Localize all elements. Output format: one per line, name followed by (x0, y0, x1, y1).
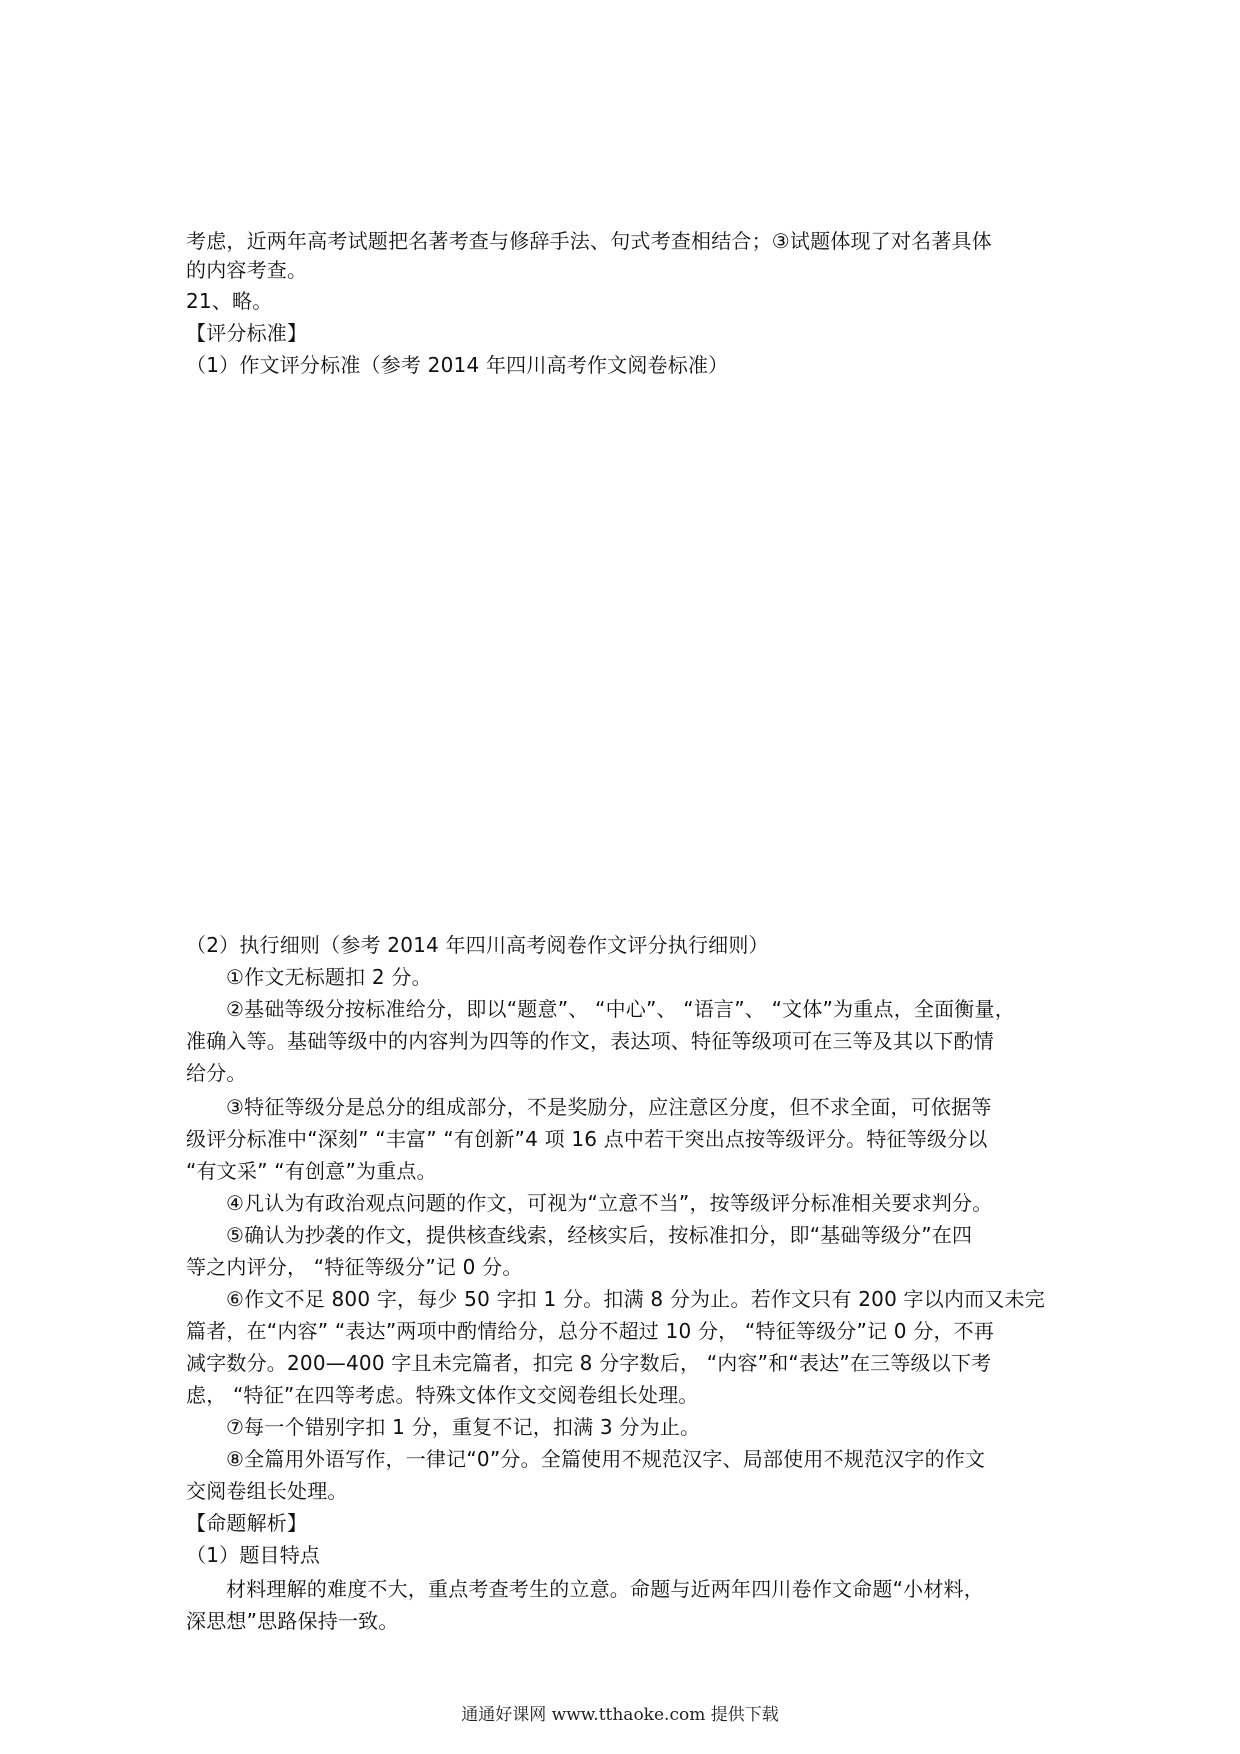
rule-3-line: ③特征等级分是总分的组成部分，不是奖励分，应注意区分度，但不求全面，可依据等 (226, 1095, 992, 1119)
rule-2-line: 给分。 (186, 1061, 247, 1085)
rule-5-line: ⑤确认为抄袭的作文，提供核查线索，经核实后，按标准扣分，即“基础等级分”在四 (226, 1223, 973, 1247)
section-heading-analysis: 【命题解析】 (186, 1511, 308, 1535)
rule-6-line: 减字数分。200—400 字且未完篇者，扣完 8 分字数后， “内容”和“表达”在三等级以下考 (186, 1351, 992, 1375)
section-heading-scoring: 【评分标准】 (186, 321, 308, 345)
rule-2-line: 准确入等。基础等级中的内容判为四等的作文，表达项、特征等级项可在三等及其以下酌情 (186, 1029, 994, 1053)
paragraph-line: 深思想”思路保持一致。 (186, 1609, 399, 1633)
item-heading-features: （1）题目特点 (186, 1543, 321, 1567)
item-heading-2: （2）执行细则（参考 2014 年四川高考阅卷作文评分执行细则） (186, 933, 769, 957)
rule-4: ④凡认为有政治观点问题的作文，可视为“立意不当”，按等级评分标准相关要求判分。 (226, 1191, 993, 1215)
rule-7: ⑦每一个错别字扣 1 分，重复不记，扣满 3 分为止。 (226, 1415, 701, 1439)
paragraph-line: 考虑，近两年高考试题把名著考查与修辞手法、句式考查相结合；③试题体现了对名著具体 (186, 229, 992, 253)
rule-5-line: 等之内评分， “特征等级分”记 0 分。 (186, 1255, 523, 1279)
rule-3-line: “有文采” “有创意”为重点。 (186, 1159, 437, 1183)
rule-2-line: ②基础等级分按标准给分，即以“题意”、 “中心”、 “语言”、 “文体”为重点，全面衡量， (226, 997, 1015, 1021)
paragraph-line: 材料理解的难度不大，重点考查考生的立意。命题与近两年四川卷作文命题“小材料， (226, 1577, 984, 1601)
paragraph-line: 的内容考查。 (186, 258, 308, 282)
rule-8-line: ⑧全篇用外语写作，一律记“0”分。全篇使用不规范汉字、局部使用不规范汉字的作文 (226, 1447, 986, 1471)
rule-6-line: 虑， “特征”在四等考虑。特殊文体作文交阅卷组长处理。 (186, 1383, 699, 1407)
rule-3-line: 级评分标准中“深刻” “丰富” “有创新”4 项 16 点中若干突出点按等级评分。特征等级分以 (186, 1127, 988, 1151)
rule-6-line: ⑥作文不足 800 字，每少 50 字扣 1 分。扣满 8 分为止。若作文只有 200 字以内而又未完 (226, 1287, 1045, 1311)
item-heading-1: （1）作文评分标准（参考 2014 年四川高考作文阅卷标准） (186, 353, 729, 377)
rule-1: ①作文无标题扣 2 分。 (226, 965, 432, 989)
page-footer: 通通好课网 www.tthaoke.com 提供下载 (461, 1705, 779, 1725)
answer-21: 21、略。 (186, 289, 273, 313)
rule-6-line: 篇者，在“内容” “表达”两项中酌情给分，总分不超过 10 分， “特征等级分”记 0 分，不再 (186, 1319, 995, 1343)
rule-8-line: 交阅卷组长处理。 (186, 1479, 348, 1503)
